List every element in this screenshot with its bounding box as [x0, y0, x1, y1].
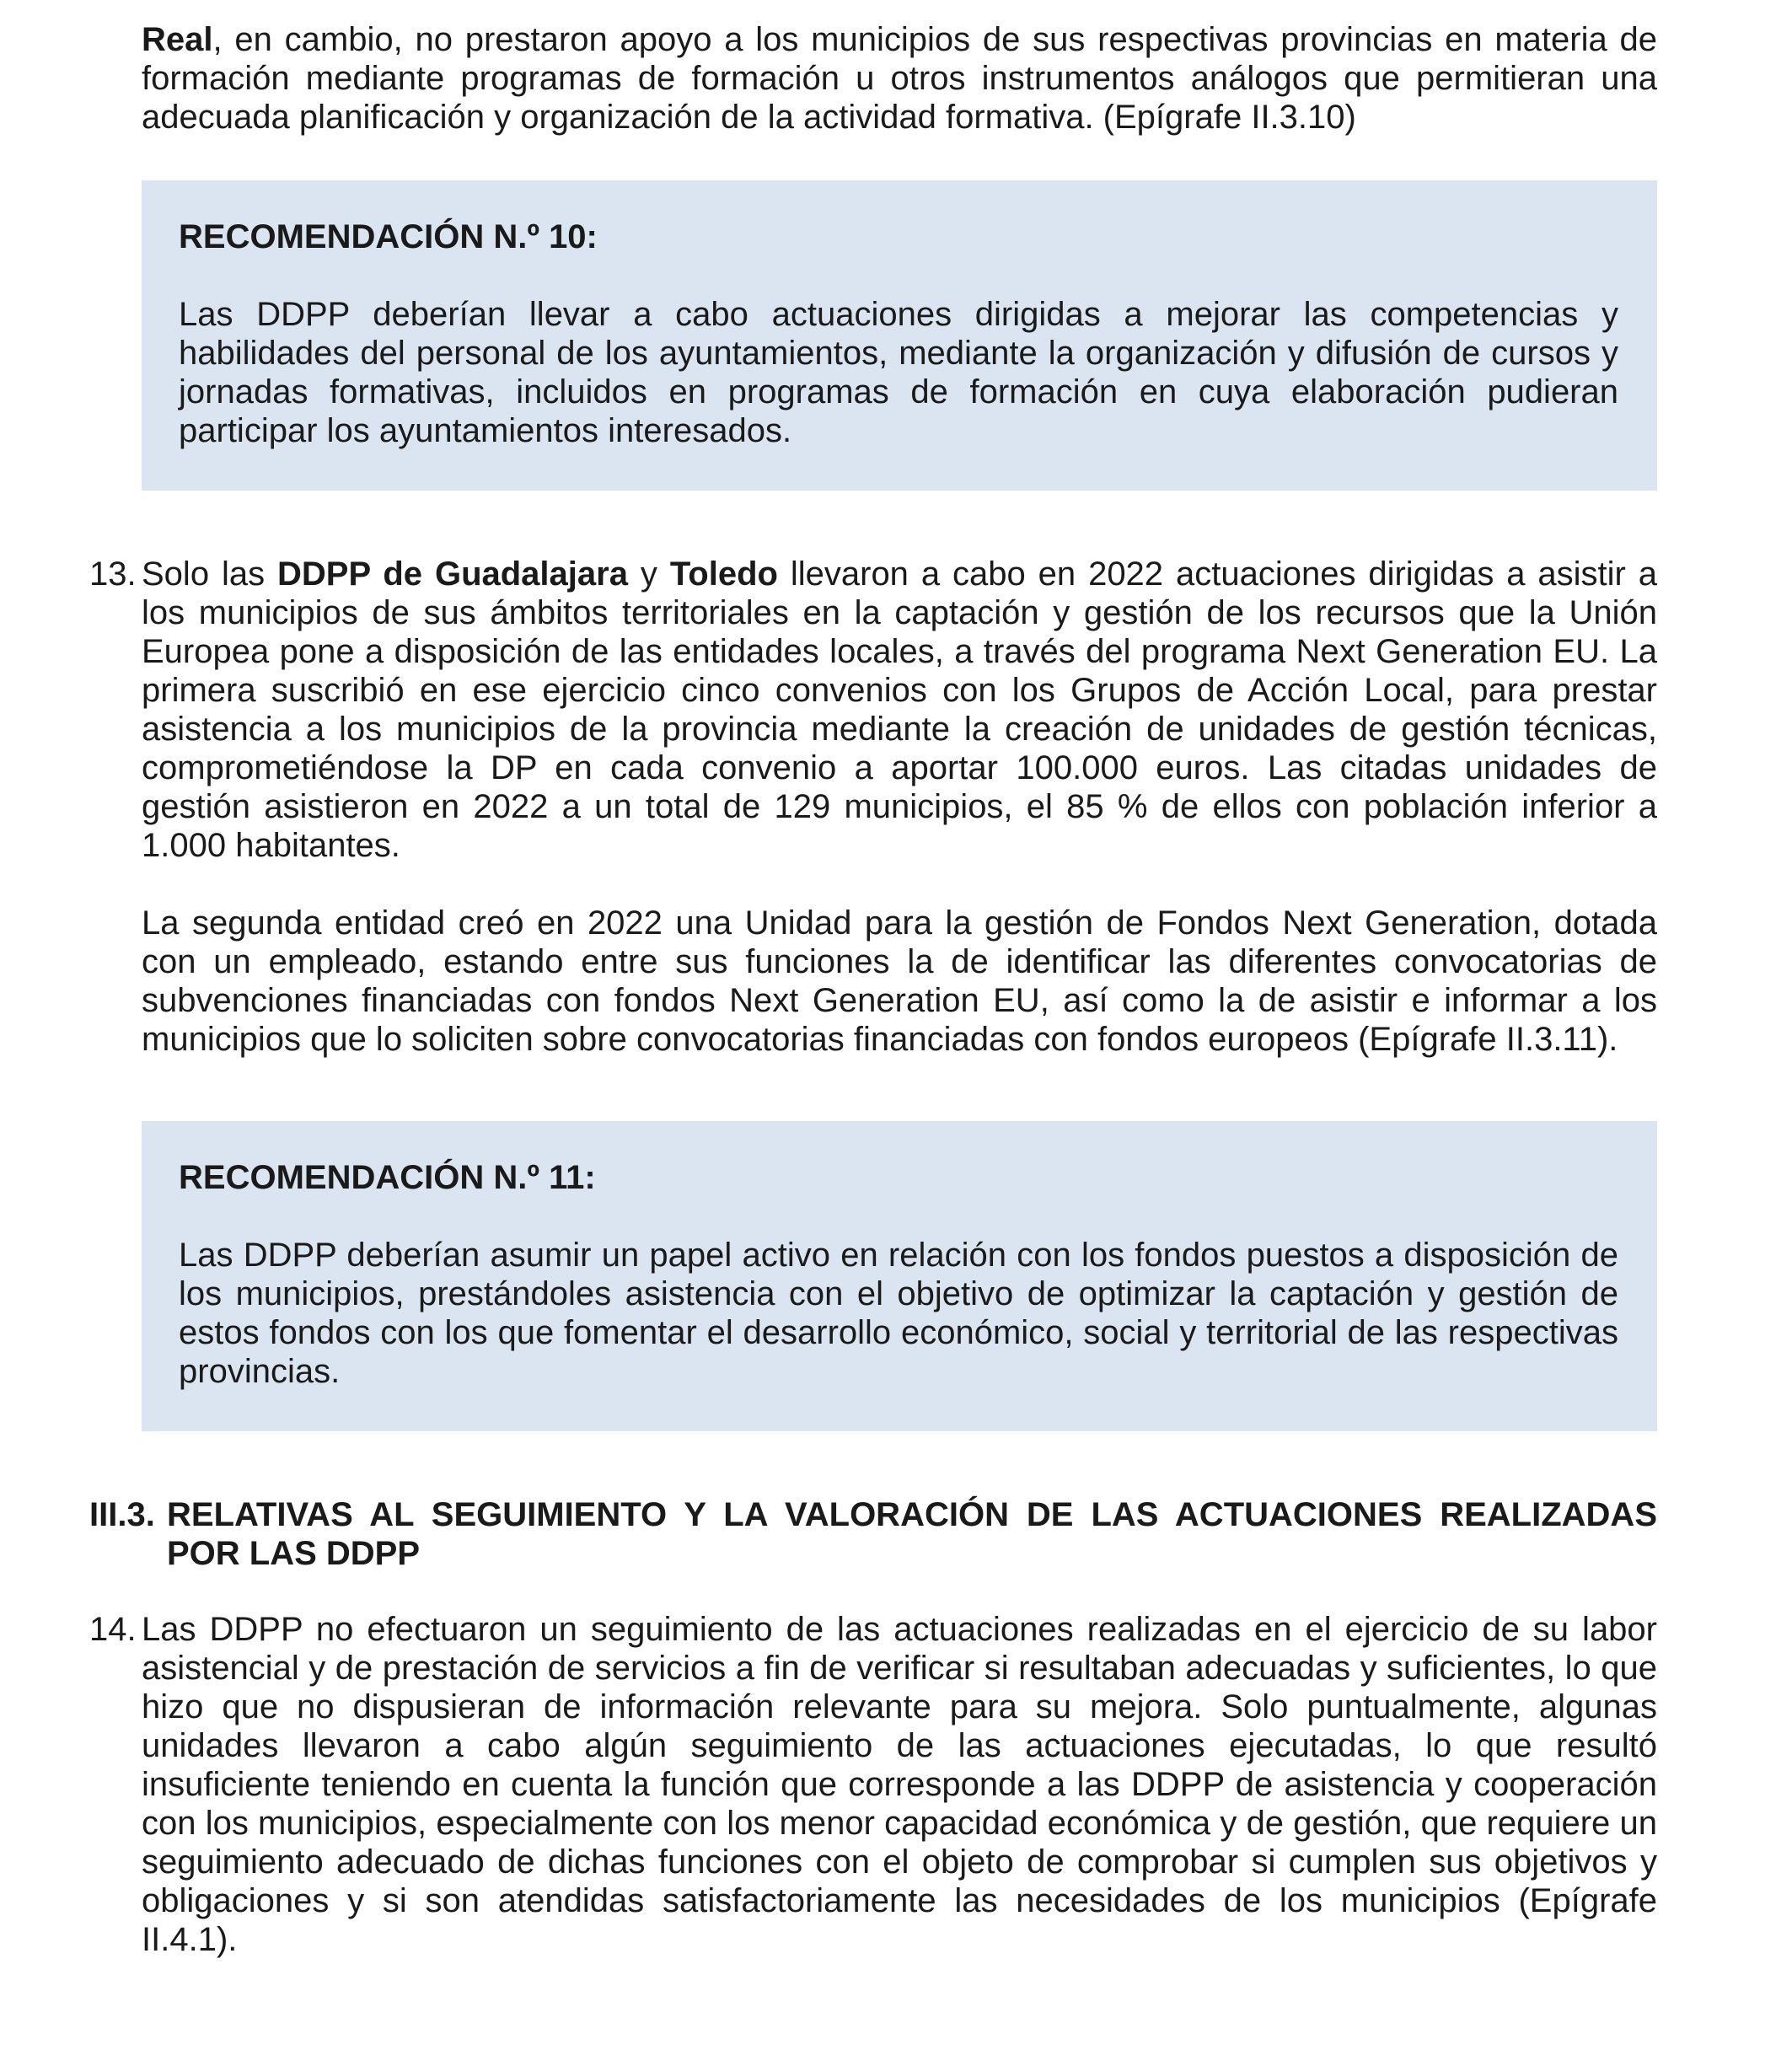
section-heading-iii3	[89, 1495, 1657, 1573]
list-item-14-body	[142, 1610, 1657, 1959]
recommendation-10-title: RECOMENDACIÓN N.º 10:	[179, 218, 598, 255]
recommendation-11-body: Las DDPP deberían asumir un papel activo en relación con los fondos puestos a disposición de los municipios, prestándoles asistencia con el objetivo de optimizar la captación y gestión de estos fondos con los que fomentar el desarrollo económico, social y territorial de las respectivas provincias.	[179, 1237, 1618, 1390]
intro-paragraph-text: , en cambio, no prestaron apoyo a los municipios de sus respectivas provincias en materia de formación mediante programas de formación u otros instrumentos análogos que permitieran una adecuada planificación y organización de la actividad formativa. (Epígrafe II.3.10)	[142, 21, 1657, 136]
intro-lead-bold: Real	[142, 21, 213, 58]
item13-run-1: Solo las	[142, 555, 278, 593]
section-heading-number: III.3.	[89, 1496, 155, 1533]
intro-paragraph	[142, 20, 1657, 137]
list-item-13	[89, 555, 1658, 1059]
list-item-14-number: 14.	[89, 1611, 137, 1648]
list-item-13-body	[142, 555, 1657, 1059]
recommendation-10-body: Las DDPP deberían llevar a cabo actuaciones dirigidas a mejorar las competencias y habilidades del personal de los ayuntamientos, mediante la organización y difusión de cursos y jornadas formativas, incluidos en programas de formación en cuya elaboración pudieran participar los ayuntamientos interesados.	[179, 296, 1618, 449]
section-heading-title: RELATIVAS AL SEGUIMIENTO Y LA VALORACIÓN DE LAS ACTUACIONES REALIZADAS POR LAS DDPP	[167, 1496, 1657, 1572]
item13-bold-toledo: Toledo	[669, 555, 778, 593]
list-item-14-text: Las DDPP no efectuaron un seguimiento de las actuaciones realizadas en el ejercicio de su labor asistencial y de prestación de servicios a fin de verificar si resultaban adecuadas y suficientes, lo que hizo que no dispusieran de información relevante para su mejora. Solo puntualmente, algunas unidades llevaron a cabo algún seguimiento de las actuaciones ejecutadas, lo que resultó insuficiente teniendo en cuenta la función que corresponde a las DDPP de asistencia y cooperación con los municipios, especialmente con los menor capacidad económica y de gestión, que requiere un seguimiento adecuado de dichas funciones con el objeto de comprobar si cumplen sus objetivos y obligaciones y si son atendidas satisfactoriamente las necesidades de los municipios (Epígrafe II.4.1).	[142, 1611, 1657, 1958]
list-item-13-number: 13.	[89, 555, 137, 593]
list-item-14	[89, 1610, 1657, 1959]
recommendation-box-11	[142, 1121, 1657, 1431]
recommendation-box-10	[142, 180, 1657, 491]
item13-bold-guadalajara: DDPP de Guadalajara	[277, 555, 628, 593]
item13-run-2: y	[627, 555, 670, 593]
list-item-13-paragraph-2: La segunda entidad creó en 2022 una Unidad para la gestión de Fondos Next Generation, dotada con un empleado, estando entre sus funciones la de identificar las diferentes convocatorias de subvenciones financiadas con fondos Next Generation EU, así como la de asistir e informar a los municipios que lo soliciten sobre convocatorias financiadas con fondos europeos (Epígrafe II.3.11).	[142, 904, 1657, 1058]
recommendation-11-title: RECOMENDACIÓN N.º 11:	[179, 1159, 596, 1196]
list-item-13-paragraph-1	[142, 555, 1657, 865]
item13-run-3: llevaron a cabo en 2022 actuaciones dirigidas a asistir a los municipios de sus ámbitos territoriales en la captación y gestión de los recursos que la Unión Europea pone a disposición de las entidades locales, a través del programa Next Generation EU. La primera suscribió en ese ejercicio cinco convenios con los Grupos de Acción Local, para prestar asistencia a los municipios de la provincia mediante la creación de unidades de gestión técnicas, comprometiéndose la DP en cada convenio a aportar 100.000 euros. Las citadas unidades de gestión asistieron en 2022 a un total de 129 municipios, el 85 % de ellos con población inferior a 1.000 habitantes.	[142, 555, 1658, 864]
